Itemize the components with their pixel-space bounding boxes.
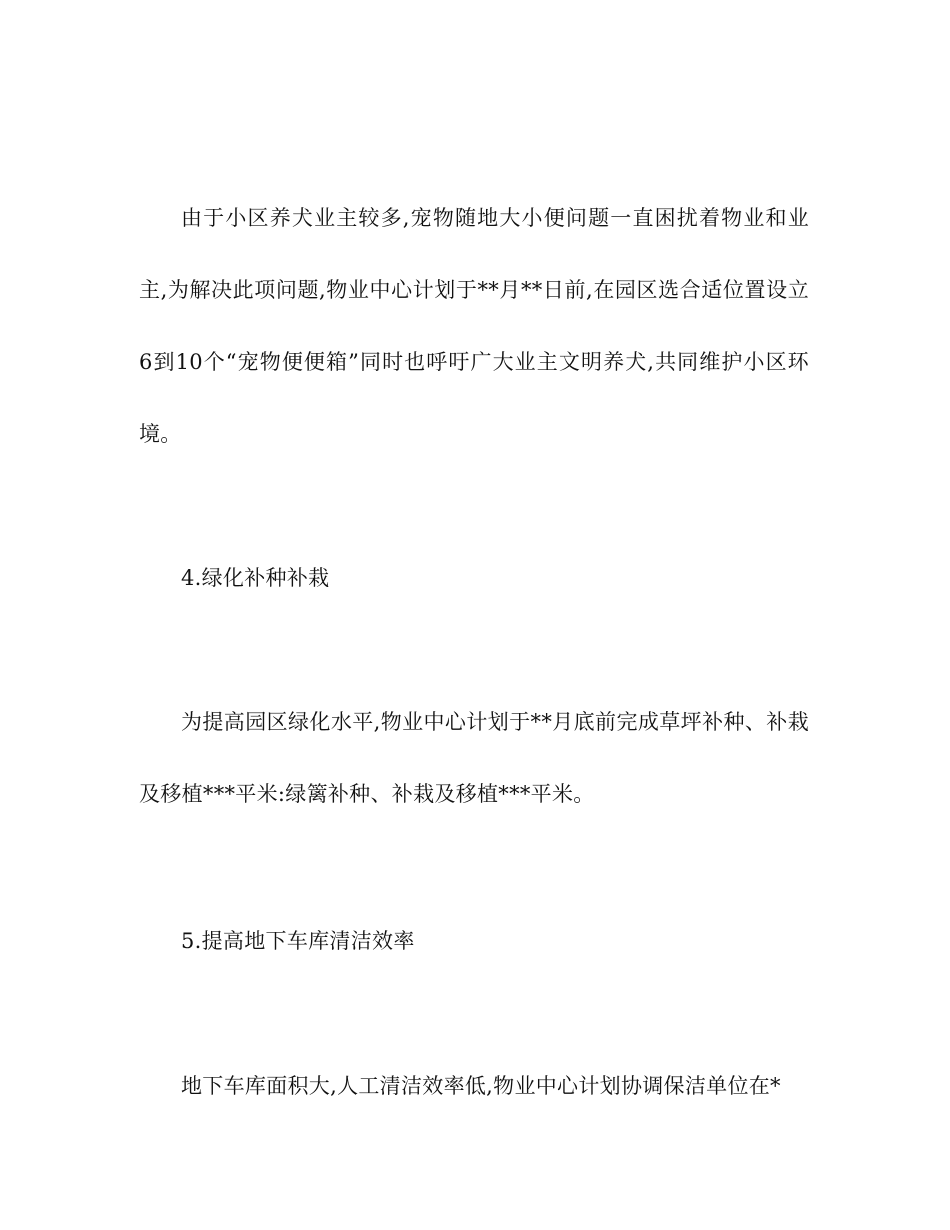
paragraph-pet-waste: 由于小区养犬业主较多,宠物随地大小便问题一直困扰着物业和业主,为解决此项问题,物业中心计划于**月**日前,在园区选合适位置设立6到10个“宠物便便箱”同时也呼吁广大业主文明养犬,共同维护小区环境。 bbox=[139, 206, 809, 446]
paragraph-greening: 为提高园区绿化水平,物业中心计划于**月底前完成草坪补种、补栽及移植***平米:绿篱补种、补栽及移植***平米。 bbox=[139, 710, 809, 806]
section-heading-greening: 4.绿化补种补栽 bbox=[181, 566, 330, 590]
paragraph-garage-cleaning: 地下车库面积大,人工清洁效率低,物业中心计划协调保洁单位在* bbox=[181, 1074, 781, 1098]
section-heading-garage-cleaning: 5.提高地下车库清洁效率 bbox=[181, 929, 415, 953]
